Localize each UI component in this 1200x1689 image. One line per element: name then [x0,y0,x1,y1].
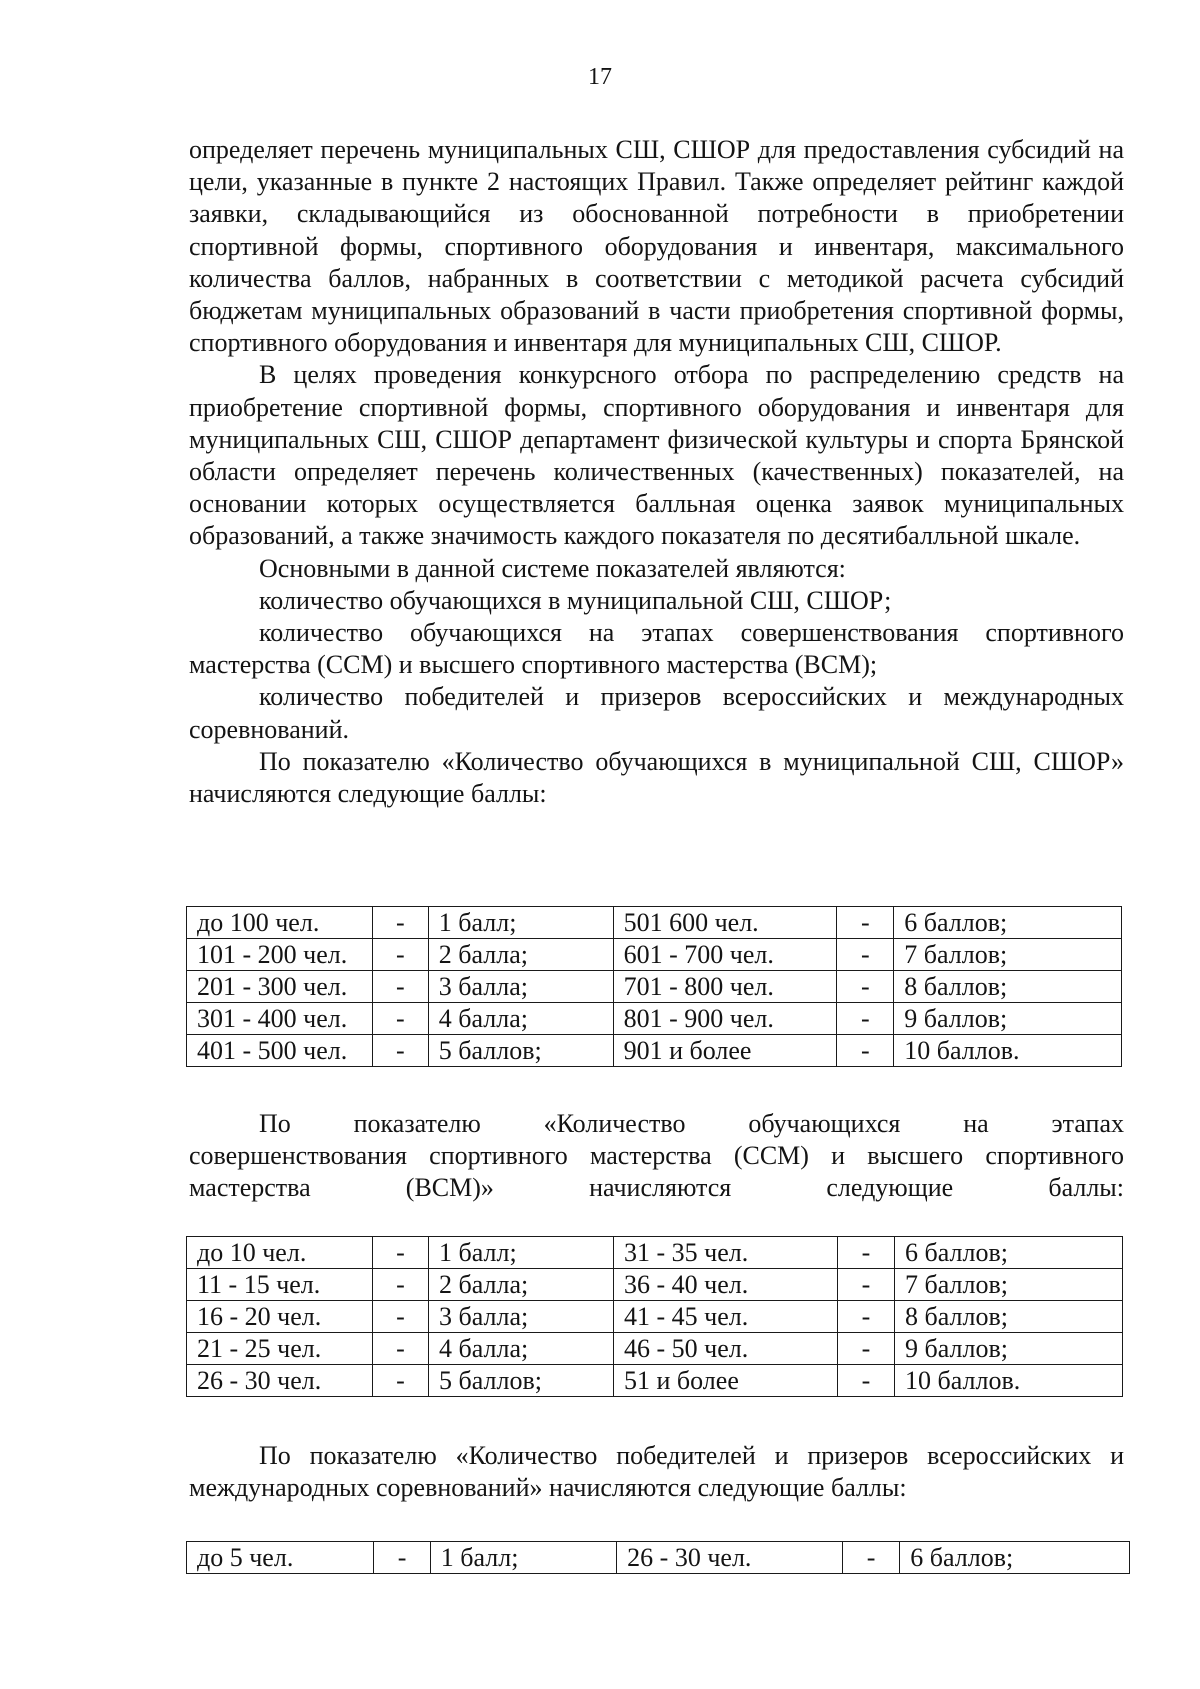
table-cell: 9 баллов; [895,1333,1123,1365]
table-cell: - [838,1237,895,1269]
table-cell: 401 - 500 чел. [187,1035,373,1067]
table-cell: 2 балла; [428,939,613,971]
table-cell: 3 балла; [429,1301,614,1333]
score-table-students [186,906,1122,1067]
winners-text-block [189,1440,1124,1504]
table-cell: 301 - 400 чел. [187,1003,373,1035]
table-row [187,971,1122,1003]
table-cell: - [838,1365,895,1397]
table-row [187,939,1122,971]
table-body [187,1237,1123,1397]
list-item: количество победителей и призеров всероссийских и международных соревнований. [189,682,1124,744]
table-cell: 26 - 30 чел. [187,1365,373,1397]
table-cell: 10 баллов. [895,1365,1123,1397]
table-cell: - [372,1035,428,1067]
table-cell: до 5 чел. [187,1542,374,1574]
table-cell: до 100 чел. [187,907,373,939]
table-cell: 9 баллов; [894,1003,1122,1035]
table-row [187,907,1122,939]
table-cell: - [837,1003,894,1035]
table-cell: 31 - 35 чел. [614,1237,838,1269]
table-cell: 1 балл; [428,907,613,939]
paragraph: Основными в данной системе показателей являются: [259,553,846,583]
table-cell: 46 - 50 чел. [614,1333,838,1365]
table-cell: - [838,1333,895,1365]
table-body [187,1542,1130,1574]
table-row [187,1237,1123,1269]
table-cell: - [372,939,428,971]
ssm-vsm-text-block [189,1108,1124,1205]
table-cell: 26 - 30 чел. [617,1542,843,1574]
table-cell: 701 - 800 чел. [613,971,837,1003]
table-cell: 6 баллов; [900,1542,1130,1574]
paragraph [189,1108,1124,1205]
table-cell: 4 балла; [428,1003,613,1035]
table-cell: до 10 чел. [187,1237,373,1269]
page-number: 17 [588,64,612,90]
table-row [187,1365,1123,1397]
table-cell: - [372,907,428,939]
table-cell: 7 баллов; [894,939,1122,971]
table-cell: 5 баллов; [429,1365,614,1397]
table-cell: 501 600 чел. [613,907,837,939]
table-row [187,1301,1123,1333]
table-cell: 6 баллов; [894,907,1122,939]
table-cell: 11 - 15 чел. [187,1269,373,1301]
table-body [187,907,1122,1067]
table-cell: 16 - 20 чел. [187,1301,373,1333]
table-cell: - [373,1333,429,1365]
table-row [187,1035,1122,1067]
table-cell: 801 - 900 чел. [613,1003,837,1035]
list-item: количество обучающихся в муниципальной СШ, СШОР; [259,585,892,615]
table-cell: 601 - 700 чел. [613,939,837,971]
table-cell: 41 - 45 чел. [614,1301,838,1333]
table-cell: - [373,1269,429,1301]
table-cell: 1 балл; [430,1542,616,1574]
table-cell: - [372,1003,428,1035]
table-cell: - [838,1269,895,1301]
paragraph: В целях проведения конкурсного отбора по распределению средств на приобретение спортивной формы, спортивного оборудования и инвентаря для муниципальных СШ, СШОР департамент физической культуры и спорта Брянской области определяет перечень количественных (качественных) показателей, на основании которых осуществляется балльная оценка заявок муниципальных образований, а также значимость каждого показателя по десятибалльной шкале. [189,360,1124,551]
table-cell: - [837,939,894,971]
table-cell: 2 балла; [429,1269,614,1301]
table-cell: 101 - 200 чел. [187,939,373,971]
table-cell: - [842,1542,899,1574]
table-cell: 8 баллов; [895,1301,1123,1333]
table-cell: 901 и более [613,1035,837,1067]
table-cell: 36 - 40 чел. [614,1269,838,1301]
table-cell: - [372,971,428,1003]
table-cell: 6 баллов; [895,1237,1123,1269]
table-cell: 51 и более [614,1365,838,1397]
table-cell: - [837,971,894,1003]
table-cell: 201 - 300 чел. [187,971,373,1003]
table-cell: 4 балла; [429,1333,614,1365]
paragraph-line: По показателю «Количество обучающихся на этапах [259,1109,1124,1138]
paragraph: определяет перечень муниципальных СШ, СШОР для предоставления субсидий на цели, указанные в пункте 2 настоящих Правил. Также определяет рейтинг каждой заявки, складывающийся из обоснованной потребности в приобретении спортивной формы, спортивного оборудования и инвентаря, максимального количества баллов, набранных в соответствии с методикой расчета субсидий бюджетам муниципальных образований в части приобретения спортивной формы, спортивного оборудования и инвентаря для муниципальных СШ, СШОР. [189,135,1124,358]
table-cell: 1 балл; [429,1237,614,1269]
table-row [187,1269,1123,1301]
paragraph: По показателю «Количество обучающихся в муниципальной СШ, СШОР» начисляются следующие баллы: [189,746,1124,809]
table-cell: - [838,1301,895,1333]
table-cell: - [837,907,894,939]
table-row [187,1542,1130,1574]
intro-text-block [189,134,1124,810]
paragraph: По показателю «Количество победителей и призеров всероссийских и международных соревнований» начисляются следующие баллы: [189,1441,1124,1503]
list-item: количество обучающихся на этапах совершенствования спортивного мастерства (ССМ) и высшего спортивного мастерства (ВСМ); [189,618,1124,680]
table-cell: 5 баллов; [428,1035,613,1067]
table-cell: 10 баллов. [894,1035,1122,1067]
table-cell: 7 баллов; [895,1269,1123,1301]
table-cell: - [374,1542,430,1574]
table-cell: - [837,1035,894,1067]
score-table-ssm-vsm [186,1236,1123,1397]
table-row [187,1333,1123,1365]
table-row [187,1003,1122,1035]
score-table-winners [186,1541,1130,1574]
table-cell: - [373,1237,429,1269]
table-cell: 8 баллов; [894,971,1122,1003]
table-cell: 3 балла; [428,971,613,1003]
table-cell: 21 - 25 чел. [187,1333,373,1365]
table-cell: - [373,1365,429,1397]
paragraph-rest: совершенствования спортивного мастерства (ССМ) и высшего спортивного мастерства (ВСМ)» начисляются следующие баллы: [189,1141,1124,1203]
table-cell: - [373,1301,429,1333]
